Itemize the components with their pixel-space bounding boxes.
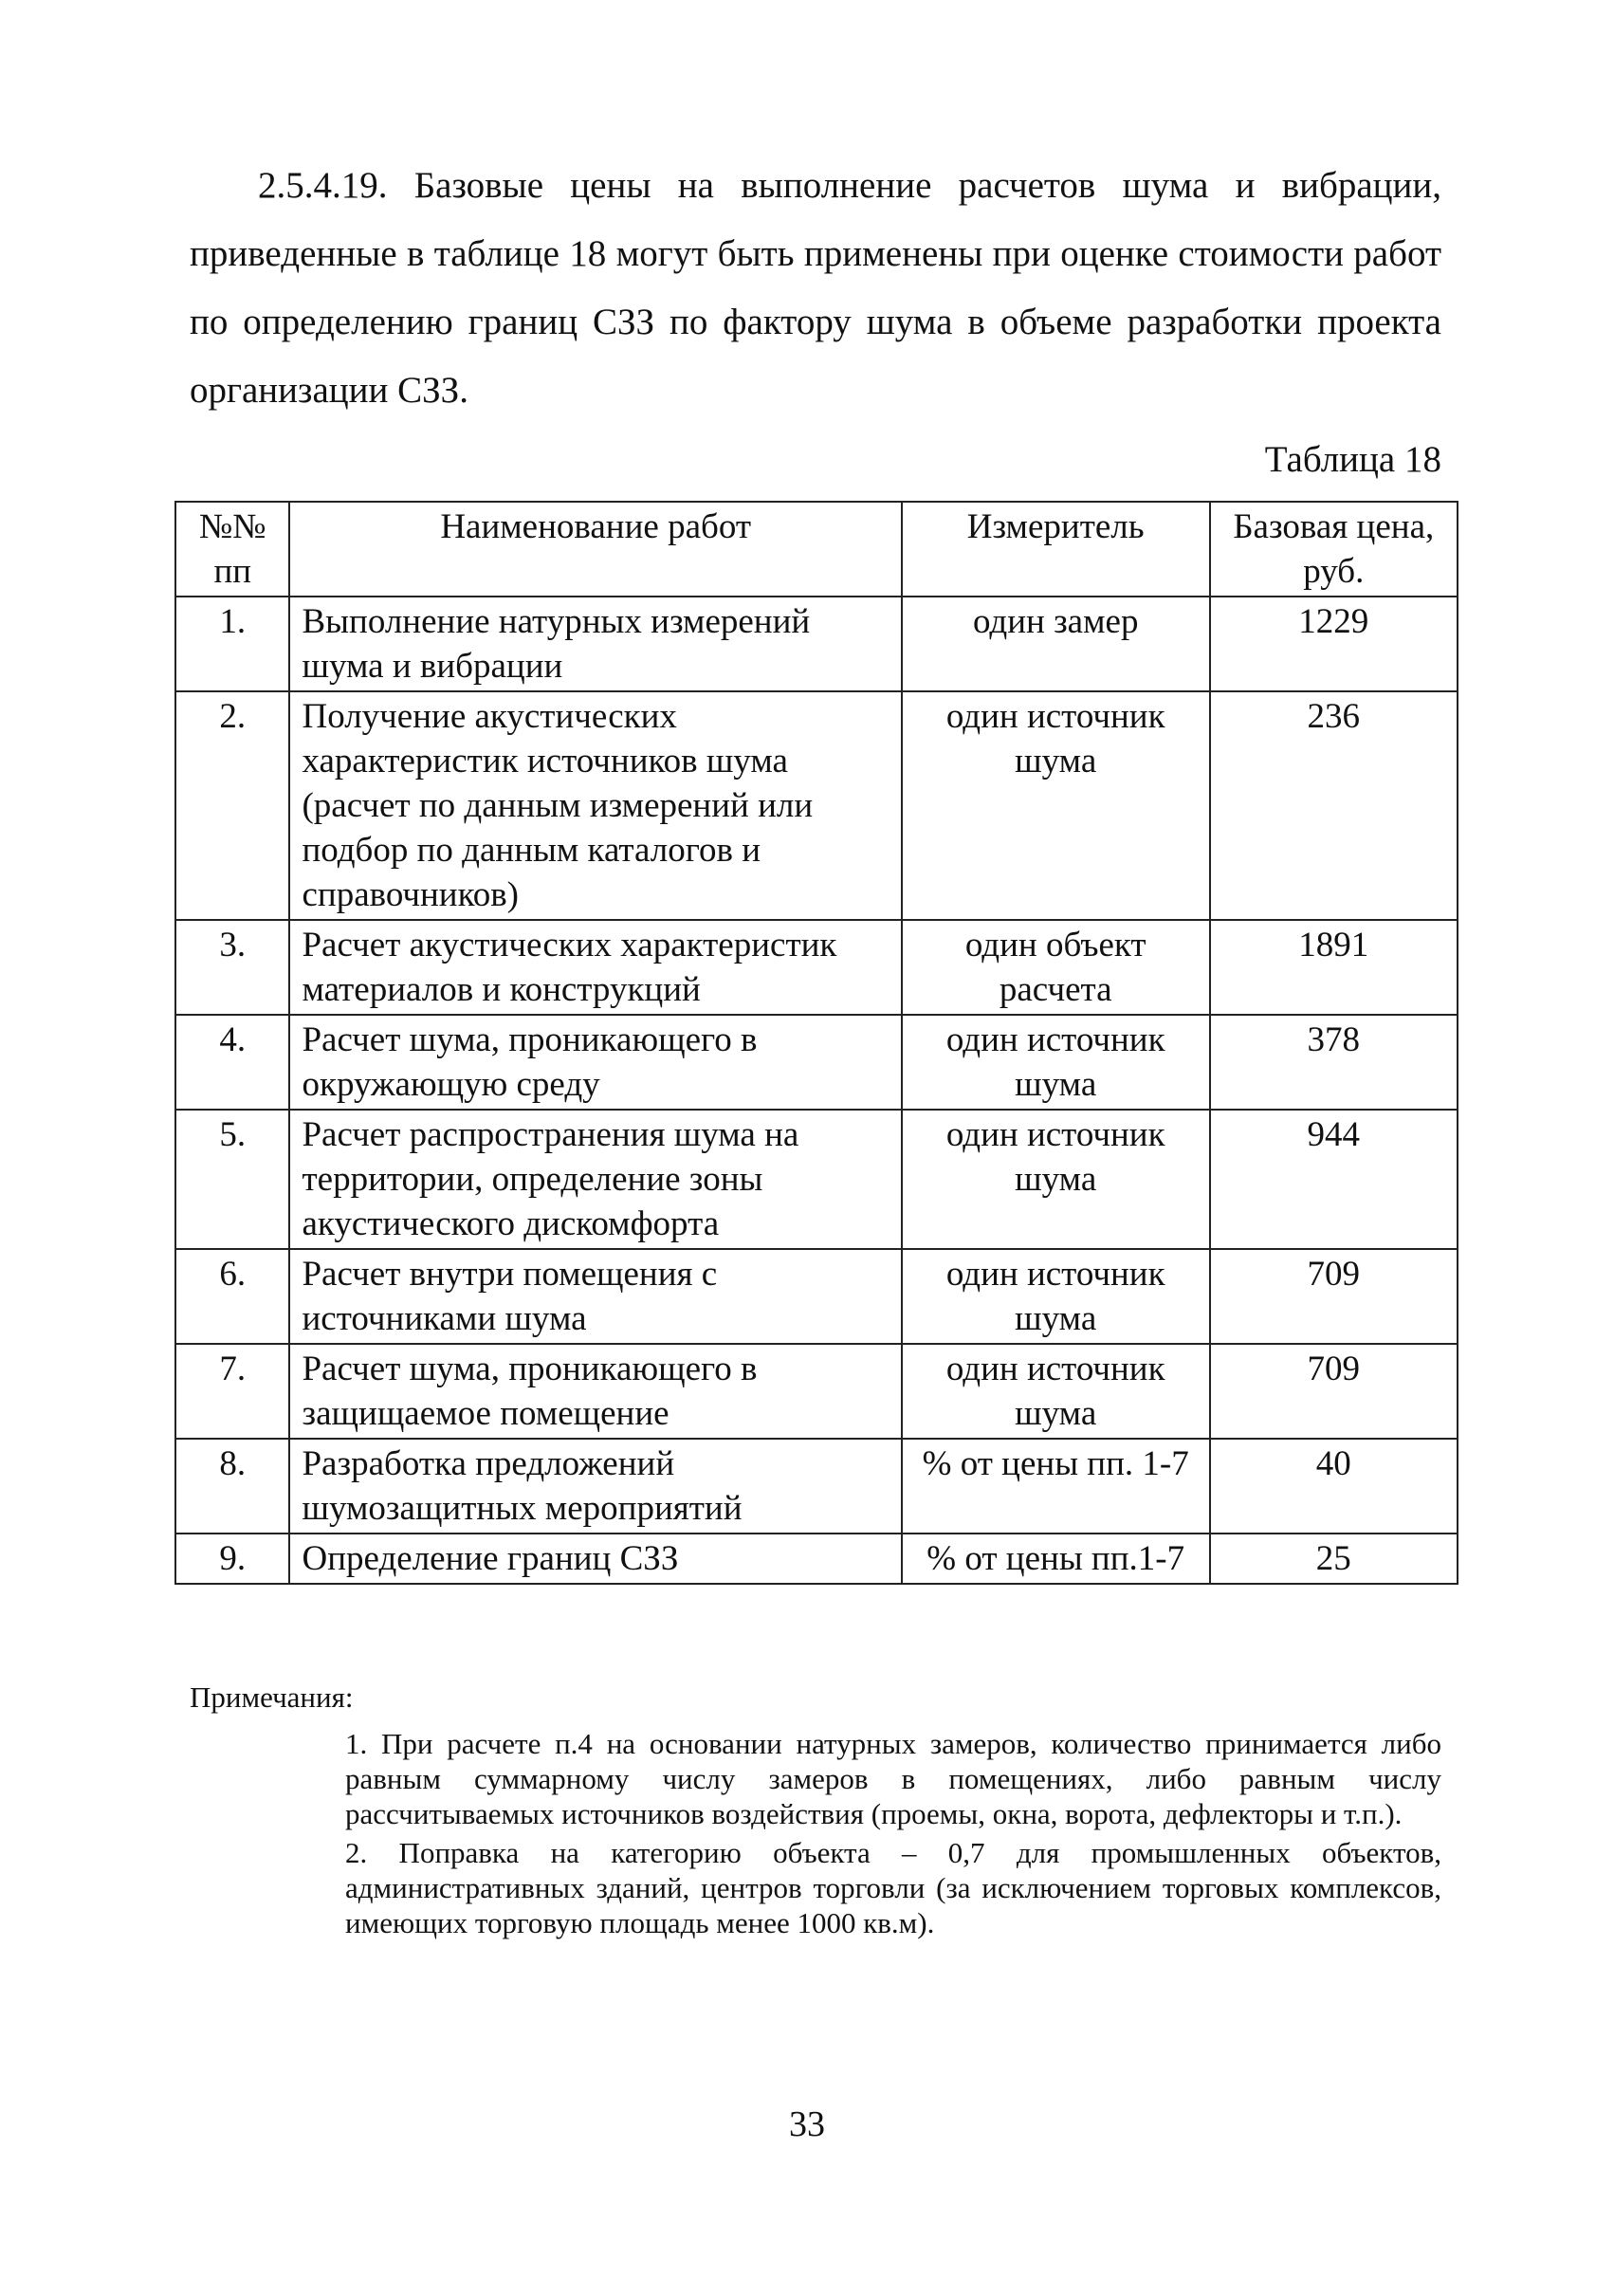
row-unit: % от цены пп.1-7 xyxy=(902,1534,1210,1584)
row-price: 378 xyxy=(1210,1015,1458,1110)
row-num: 9. xyxy=(175,1534,289,1584)
row-num: 8. xyxy=(175,1439,289,1534)
row-unit: один источник шума xyxy=(902,1249,1210,1344)
row-name: Расчет шума, проникающего в защищаемое помещение xyxy=(289,1344,901,1439)
row-unit: один объект расчета xyxy=(902,920,1210,1015)
row-price: 709 xyxy=(1210,1344,1458,1439)
row-num: 2. xyxy=(175,691,289,920)
table-row xyxy=(175,1015,1458,1110)
note-item: 1. При расчете п.4 на основании натурных замеров, количество принимается либо равным суммарному числу замеров в помещениях, либо равным числу рассчитываемых источников воздействия (проемы, окна, ворота, дефлекторы и т.п.). xyxy=(345,1727,1441,1830)
table-caption: Таблица 18 xyxy=(1264,439,1441,480)
table-row xyxy=(175,1249,1458,1344)
table-row xyxy=(175,1534,1458,1584)
row-num: 3. xyxy=(175,920,289,1015)
table-header-row xyxy=(175,502,1458,597)
table-row xyxy=(175,1110,1458,1249)
row-num: 6. xyxy=(175,1249,289,1344)
row-name: Получение акустических характеристик источников шума (расчет по данным измерений или подбор по данным каталогов и справочников) xyxy=(289,691,901,920)
table-row xyxy=(175,597,1458,691)
row-num: 1. xyxy=(175,597,289,691)
row-price: 944 xyxy=(1210,1110,1458,1249)
row-num: 5. xyxy=(175,1110,289,1249)
row-num: 4. xyxy=(175,1015,289,1110)
note-item: 2. Поправка на категорию объекта – 0,7 для промышленных объектов, административных зданий, центров торговли (за исключением торговых комплексов, имеющих торговую площадь менее 1000 кв.м). xyxy=(345,1836,1441,1939)
header-num: №№ пп xyxy=(175,502,289,597)
row-num: 7. xyxy=(175,1344,289,1439)
row-price: 1229 xyxy=(1210,597,1458,691)
row-unit: один источник шума xyxy=(902,1110,1210,1249)
row-name: Разработка предложений шумозащитных мероприятий xyxy=(289,1439,901,1534)
row-name: Расчет акустических характеристик материалов и конструкций xyxy=(289,920,901,1015)
table-row xyxy=(175,920,1458,1015)
row-price: 40 xyxy=(1210,1439,1458,1534)
header-price: Базовая цена, руб. xyxy=(1210,502,1458,597)
row-unit: один источник шума xyxy=(902,691,1210,920)
notes-title: Примечания: xyxy=(190,1681,354,1714)
rates-table xyxy=(174,501,1458,1585)
row-unit: один замер xyxy=(902,597,1210,691)
row-unit: один источник шума xyxy=(902,1344,1210,1439)
intro-paragraph: 2.5.4.19. Базовые цены на выполнение расчетов шума и вибрации, приведенные в таблице 18 могут быть применены при оценке стоимости работ по определению границ СЗЗ по фактору шума в объеме разработки проекта организации СЗЗ. xyxy=(190,165,1441,411)
row-price: 236 xyxy=(1210,691,1458,920)
notes-list xyxy=(345,1726,1441,1944)
page-number: 33 xyxy=(789,2104,825,2144)
row-price: 25 xyxy=(1210,1534,1458,1584)
row-price: 1891 xyxy=(1210,920,1458,1015)
row-name: Определение границ СЗЗ xyxy=(289,1534,901,1584)
row-name: Расчет распространения шума на территории, определение зоны акустического дискомфорта xyxy=(289,1110,901,1249)
row-price: 709 xyxy=(1210,1249,1458,1344)
row-unit: один источник шума xyxy=(902,1015,1210,1110)
row-unit: % от цены пп. 1-7 xyxy=(902,1439,1210,1534)
header-unit: Измеритель xyxy=(902,502,1210,597)
row-name: Расчет шума, проникающего в окружающую среду xyxy=(289,1015,901,1110)
row-name: Выполнение натурных измерений шума и вибрации xyxy=(289,597,901,691)
row-name: Расчет внутри помещения с источниками шума xyxy=(289,1249,901,1344)
table-row xyxy=(175,1344,1458,1439)
table-row xyxy=(175,691,1458,920)
header-name: Наименование работ xyxy=(289,502,901,597)
table-row xyxy=(175,1439,1458,1534)
